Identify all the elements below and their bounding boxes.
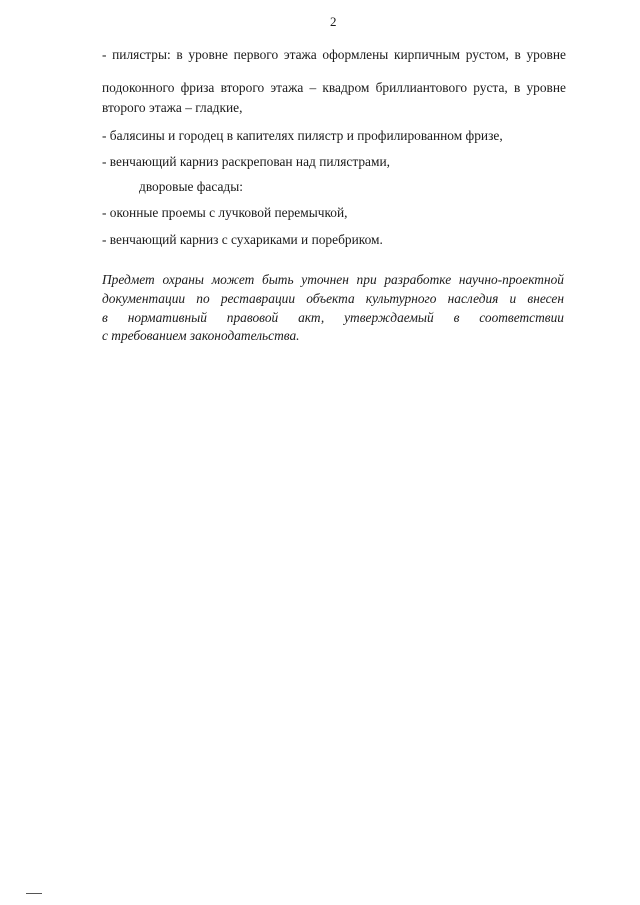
section-subheading: дворовые фасады:: [139, 179, 243, 194]
note-line: документации по реставрации объекта культурного наследия и внесен: [102, 291, 564, 306]
note-line: Предмет охраны может быть уточнен при разработке научно-проектной: [102, 272, 564, 287]
page-number: 2: [330, 14, 337, 29]
scan-edge-mark: [26, 893, 42, 894]
note-line: с требованием законодательства.: [102, 328, 300, 343]
text-line: - венчающий карниз раскрепован над пилястрами,: [102, 154, 390, 169]
text-line: - оконные проемы с лучковой перемычкой,: [102, 205, 348, 220]
text-line: - балясины и городец в капителях пилястр и профилированном фризе,: [102, 128, 503, 143]
text-line: - венчающий карниз с сухариками и поребриком.: [102, 232, 383, 247]
text-line: подоконного фриза второго этажа – квадром бриллиантового руста, в уровне: [102, 80, 566, 95]
text-line: - пилястры: в уровне первого этажа оформлены кирпичным рустом, в уровне: [102, 47, 566, 62]
text-line: второго этажа – гладкие,: [102, 100, 243, 115]
note-line: в нормативный правовой акт, утверждаемый в соответствии: [102, 310, 564, 325]
